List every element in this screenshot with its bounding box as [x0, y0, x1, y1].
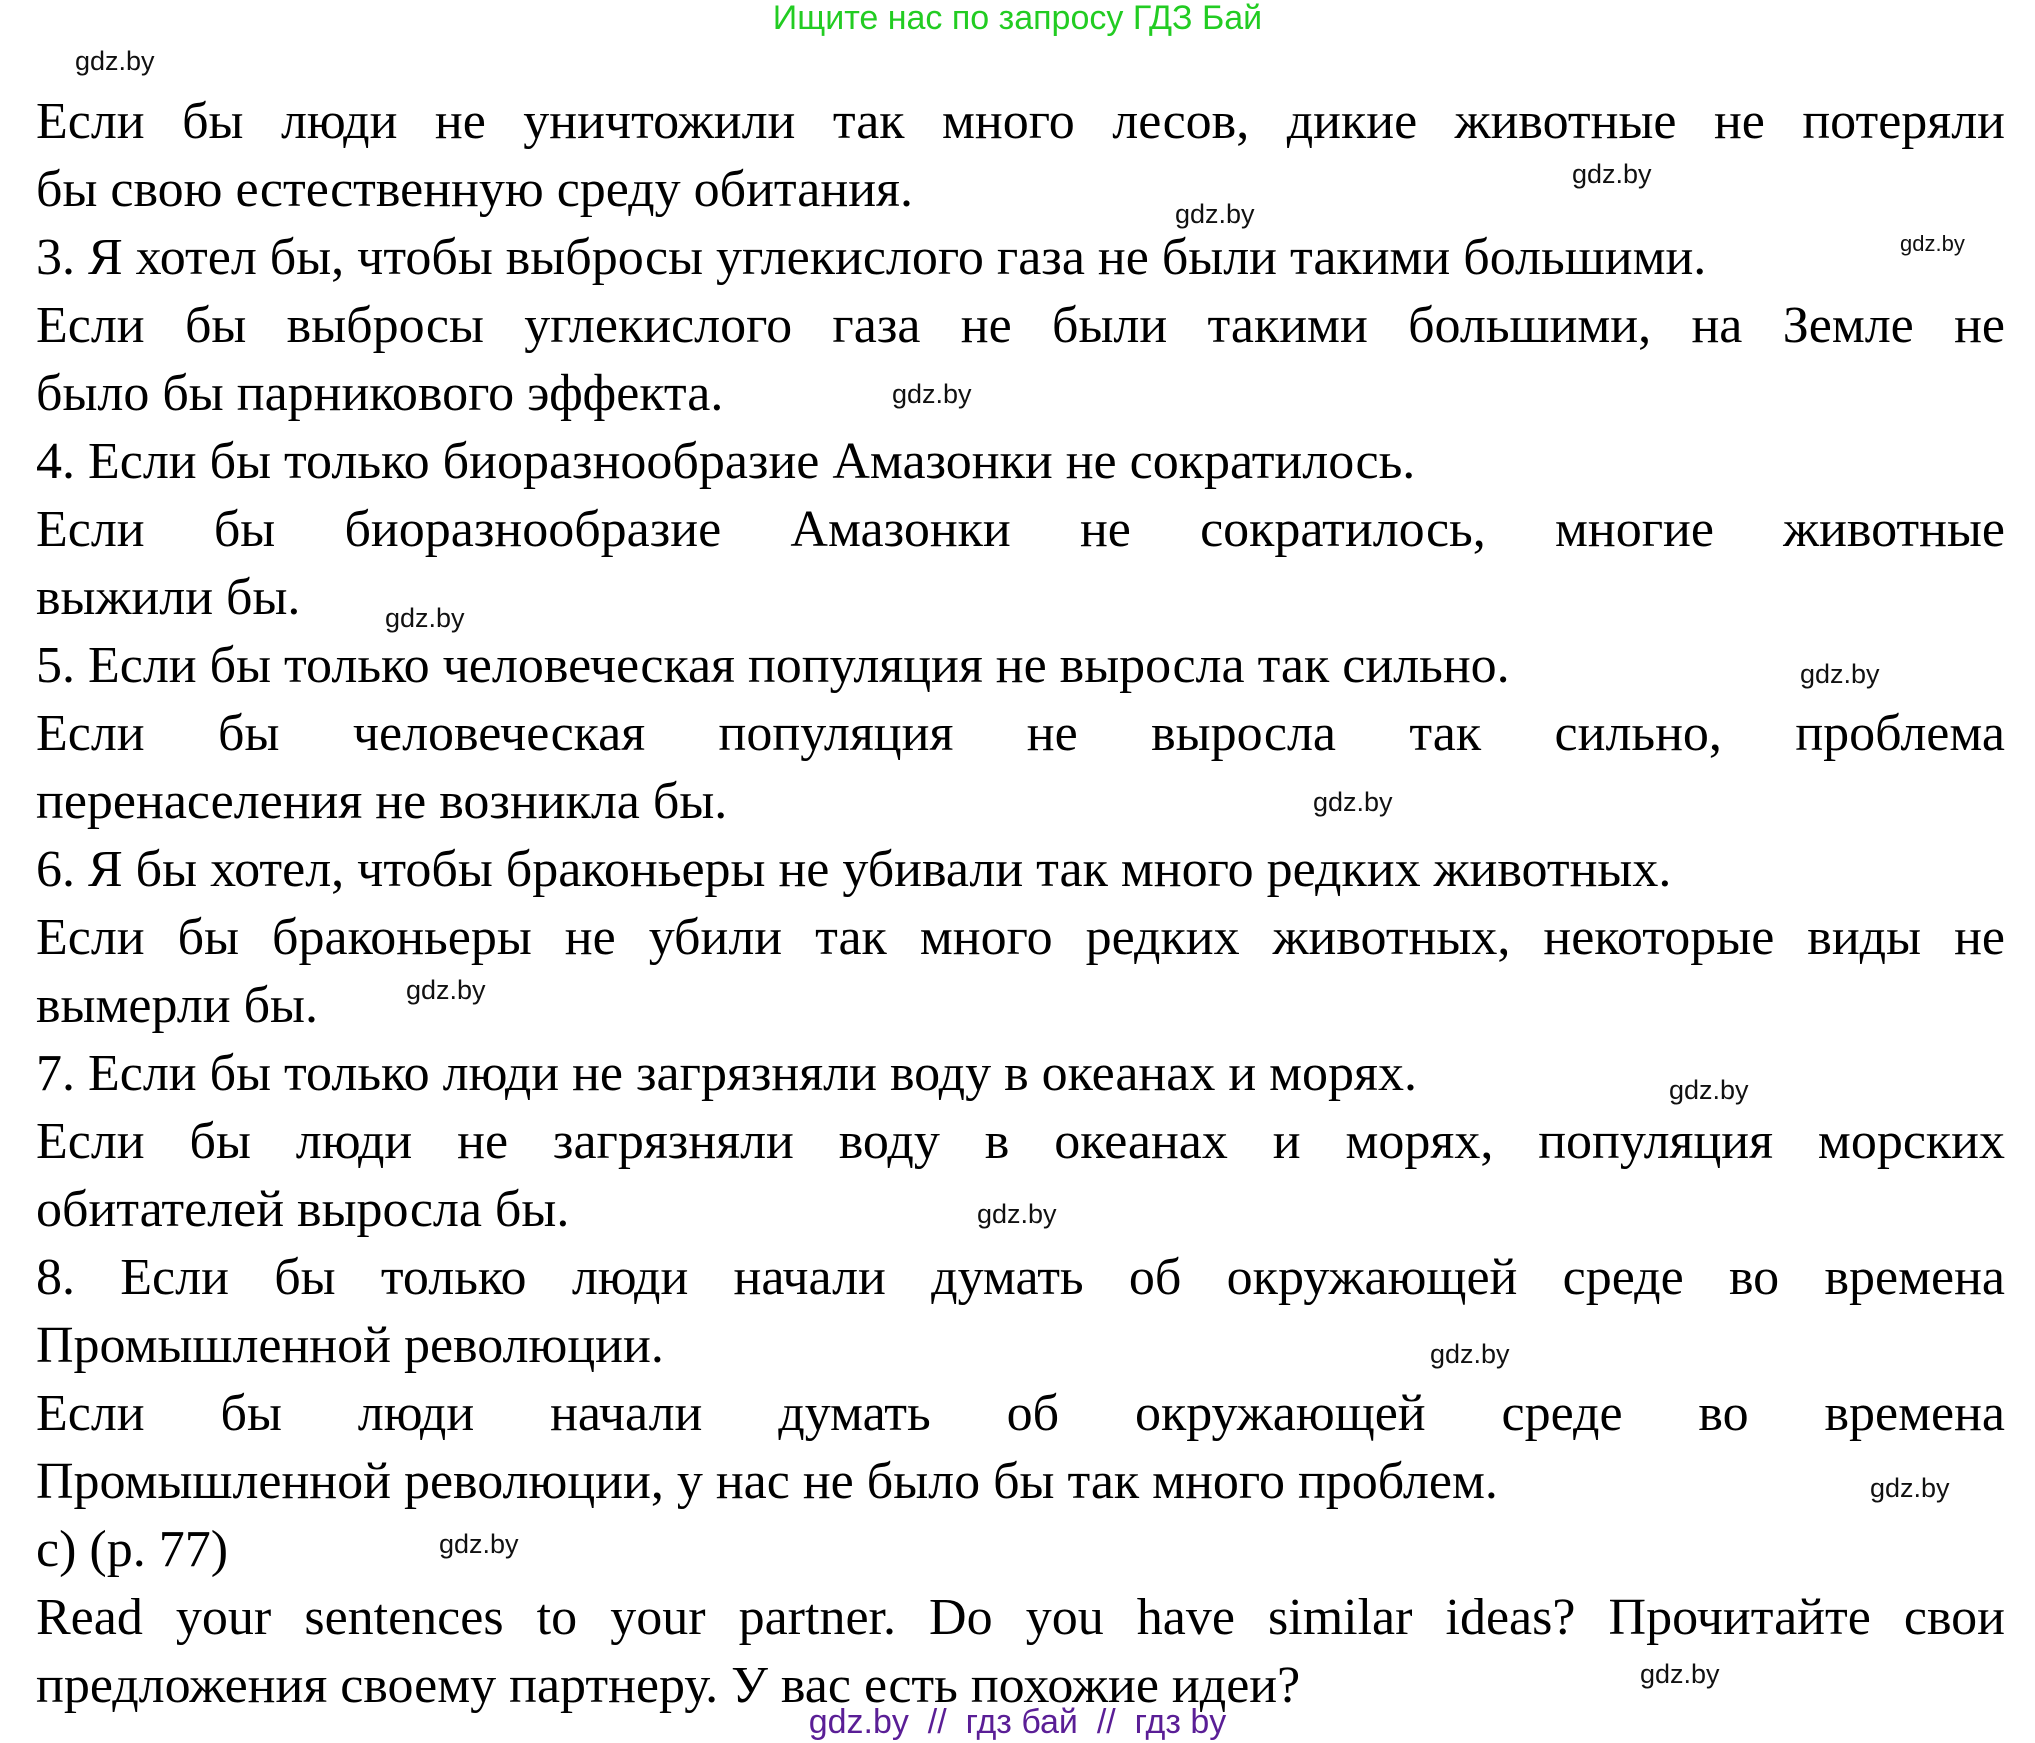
watermark: gdz.by — [1430, 1339, 1510, 1369]
text-line: Если бы человеческая популяция не выросла так сильно, проблема — [36, 705, 2005, 762]
text-line: 7. Если бы только люди не загрязняли воду в океанах и морях. — [36, 1045, 1417, 1102]
watermark: gdz.by — [385, 603, 465, 633]
watermark: gdz.by — [1640, 1659, 1720, 1689]
text-line: Если бы люди начали думать об окружающей среде во времена — [36, 1385, 2005, 1442]
text-line: c) (p. 77) — [36, 1521, 229, 1578]
watermark: gdz.by — [892, 379, 972, 409]
footer-links: gdz.by // гдз бай // гдз by — [808, 1703, 1227, 1741]
text-line: перенаселения не возникла бы. — [36, 773, 728, 830]
search-hint-banner: Ищите нас по запросу ГДЗ Бай — [772, 0, 1263, 37]
watermark: gdz.by — [406, 975, 486, 1005]
text-line: было бы парникового эффекта. — [36, 365, 724, 422]
text-line: Read your sentences to your partner. Do you have similar ideas? Прочитайте свои — [36, 1589, 2005, 1646]
text-line: Если бы люди не уничтожили так много лесов, дикие животные не потеряли — [36, 93, 2005, 150]
watermark: gdz.by — [75, 46, 155, 76]
watermark: gdz.by — [1870, 1473, 1950, 1503]
watermark: gdz.by — [439, 1529, 519, 1559]
text-line: Если бы выбросы углекислого газа не были такими большими, на Земле не — [36, 297, 2005, 354]
watermark: gdz.by — [977, 1199, 1057, 1229]
text-line: Если бы люди не загрязняли воду в океанах и морях, популяция морских — [36, 1113, 2005, 1170]
text-line: 8. Если бы только люди начали думать об окружающей среде во времена — [36, 1249, 2005, 1306]
text-line: обитателей выросла бы. — [36, 1181, 570, 1238]
text-line: Промышленной революции. — [36, 1317, 664, 1374]
watermark: gdz.by — [1800, 659, 1880, 689]
text-line: бы свою естественную среду обитания. — [36, 161, 913, 218]
watermark: gdz.by — [1900, 231, 1965, 256]
watermark: gdz.by — [1669, 1075, 1749, 1105]
text-line: Если бы браконьеры не убили так много редких животных, некоторые виды не — [36, 909, 2005, 966]
watermark: gdz.by — [1572, 159, 1652, 189]
text-line: выжили бы. — [36, 569, 301, 626]
text-line: предложения своему партнеру. У вас есть похожие идеи? — [36, 1657, 1301, 1714]
text-line: Промышленной революции, у нас не было бы так много проблем. — [36, 1453, 1498, 1510]
text-line: вымерли бы. — [36, 977, 318, 1034]
watermark: gdz.by — [1313, 787, 1393, 817]
text-line: Если бы биоразнообразие Амазонки не сократилось, многие животные — [36, 501, 2005, 558]
watermark: gdz.by — [1175, 199, 1255, 229]
text-line: 4. Если бы только биоразнообразие Амазонки не сократилось. — [36, 433, 1416, 490]
text-line: 3. Я хотел бы, чтобы выбросы углекислого газа не были такими большими. — [36, 229, 1707, 286]
text-line: 6. Я бы хотел, чтобы браконьеры не убивали так много редких животных. — [36, 841, 1672, 898]
text-line: 5. Если бы только человеческая популяция не выросла так сильно. — [36, 637, 1510, 694]
